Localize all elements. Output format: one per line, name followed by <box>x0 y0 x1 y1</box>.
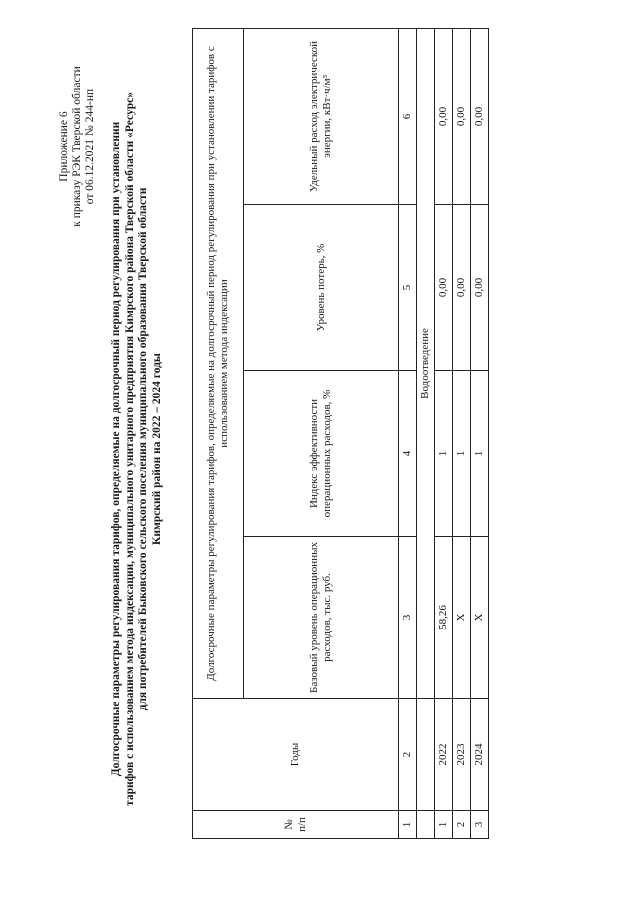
group-header: Долгосрочные параметры регулирования тарифов, определяемые на долгосрочный период регулирования при установлении тарифов с использованием метода индексации <box>193 28 244 698</box>
row-base-opex: 58,26 <box>435 537 453 699</box>
row-num: 3 <box>471 811 489 839</box>
column-number: 5 <box>399 205 417 371</box>
row-loss-level: 0,00 <box>435 205 453 371</box>
section-empty-cell <box>417 699 435 811</box>
title-line: тарифов с использованием метода индексации, муниципального унитарного предприятия Кимрского района Тверской области «Ресурс» <box>123 92 136 806</box>
row-year: 2023 <box>453 699 471 811</box>
row-num: 1 <box>435 811 453 839</box>
title-line: Кимрский район на 2022 – 2024 годы <box>150 353 163 545</box>
col-header-efficiency-index: Индекс эффективности операционных расходов, % <box>244 371 399 537</box>
row-base-opex: Х <box>471 537 489 699</box>
col-header-energy-rate: Удельный расход электрической энергии, кВт·ч/м³ <box>244 28 399 204</box>
row-energy-rate: 0,00 <box>453 28 471 204</box>
row-base-opex: Х <box>453 537 471 699</box>
section-label: Водоотведение <box>417 28 435 698</box>
row-energy-rate: 0,00 <box>471 28 489 204</box>
appendix-header <box>58 29 97 264</box>
col-header-num: № п/п <box>193 811 399 839</box>
section-empty-cell <box>417 811 435 839</box>
col-header-base-opex: Базовый уровень операционных расходов, тыс. руб. <box>244 537 399 699</box>
section-row <box>417 28 435 838</box>
table-row <box>471 28 489 838</box>
row-loss-level: 0,00 <box>453 205 471 371</box>
tariff-parameters-table <box>192 28 489 839</box>
column-number: 6 <box>399 28 417 204</box>
column-number: 1 <box>399 811 417 839</box>
appendix-line: от 06.12.2021 № 244-нп <box>84 88 96 205</box>
column-number: 2 <box>399 699 417 811</box>
row-energy-rate: 0,00 <box>435 28 453 204</box>
row-efficiency-index: 1 <box>453 371 471 537</box>
title-line: для потребителей Быковского сельского поселения муниципального образования Тверской области <box>137 187 149 711</box>
column-number-row <box>399 28 417 838</box>
table-row <box>453 28 471 838</box>
header-row-group <box>193 28 244 838</box>
row-num: 2 <box>453 811 471 839</box>
appendix-line: Приложение 6 <box>58 111 70 182</box>
col-header-year: Годы <box>193 699 399 811</box>
column-number: 4 <box>399 371 417 537</box>
col-header-loss-level: Уровень потерь, % <box>244 205 399 371</box>
document-title <box>110 34 164 864</box>
row-year: 2024 <box>471 699 489 811</box>
title-line: Долгосрочные параметры регулирования тарифов, определяемые на долгосрочный период регулирования при установлении <box>110 121 122 777</box>
row-loss-level: 0,00 <box>471 205 489 371</box>
row-efficiency-index: 1 <box>471 371 489 537</box>
row-year: 2022 <box>435 699 453 811</box>
row-efficiency-index: 1 <box>435 371 453 537</box>
column-number: 3 <box>399 537 417 699</box>
appendix-line: к приказу РЭК Тверской области <box>71 66 83 227</box>
table-row <box>435 28 453 838</box>
